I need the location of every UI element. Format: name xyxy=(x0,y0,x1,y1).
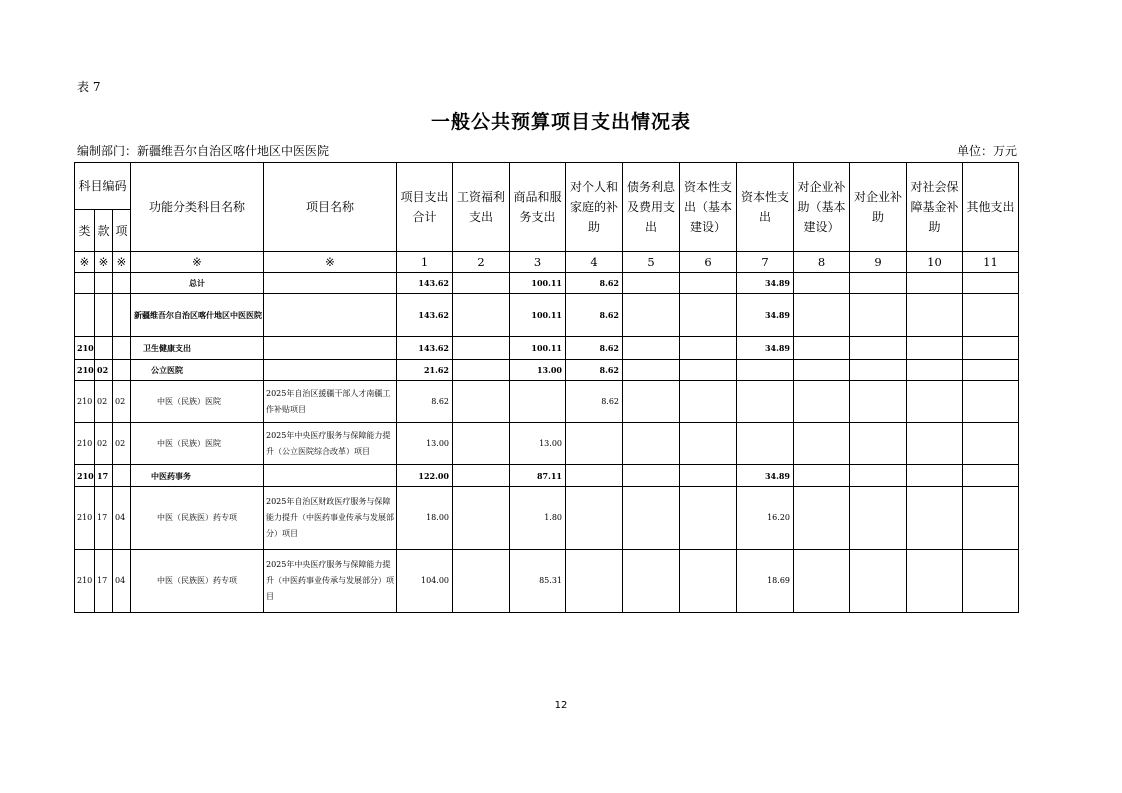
cell-c9 xyxy=(850,487,907,550)
cell-c10 xyxy=(907,487,963,550)
index-cell: 5 xyxy=(623,252,680,273)
header-col4: 对个人和家庭的补助 xyxy=(566,163,623,252)
cell-lei: 210 xyxy=(75,550,95,613)
cell-xiang xyxy=(113,294,131,337)
cell-kuan: 17 xyxy=(95,465,113,487)
cell-c10 xyxy=(907,423,963,465)
cell-c6 xyxy=(680,360,737,381)
index-cell: 8 xyxy=(794,252,850,273)
cell-func-name: 中医（民族）医院 xyxy=(131,423,264,465)
cell-c7 xyxy=(737,423,794,465)
table-label: 表 7 xyxy=(77,80,101,94)
cell-kuan: 02 xyxy=(95,423,113,465)
cell-project-name: 2025年中央医疗服务与保障能力提升（公立医院综合改革）项目 xyxy=(264,423,397,465)
cell-c3: 87.11 xyxy=(510,465,566,487)
cell-c9 xyxy=(850,273,907,294)
cell-c7: 34.89 xyxy=(737,273,794,294)
index-cell: ※ xyxy=(131,252,264,273)
table-row xyxy=(75,360,1019,381)
cell-func-name: 总计 xyxy=(131,273,264,294)
header-project-name: 项目名称 xyxy=(264,163,397,252)
cell-c10 xyxy=(907,550,963,613)
cell-c2 xyxy=(453,273,510,294)
index-cell: 11 xyxy=(963,252,1019,273)
header-kuan: 款 xyxy=(95,210,113,252)
cell-c6 xyxy=(680,550,737,613)
cell-c8 xyxy=(794,337,850,360)
cell-c9 xyxy=(850,423,907,465)
cell-c9 xyxy=(850,337,907,360)
cell-lei xyxy=(75,294,95,337)
cell-func-name: 公立医院 xyxy=(131,360,264,381)
cell-c2 xyxy=(453,550,510,613)
cell-c4: 8.62 xyxy=(566,294,623,337)
cell-c9 xyxy=(850,294,907,337)
cell-kuan: 17 xyxy=(95,550,113,613)
cell-kuan xyxy=(95,294,113,337)
cell-c2 xyxy=(453,423,510,465)
cell-c6 xyxy=(680,273,737,294)
cell-c1: 18.00 xyxy=(397,487,453,550)
cell-c7: 16.20 xyxy=(737,487,794,550)
table-row xyxy=(75,487,1019,550)
cell-c3: 100.11 xyxy=(510,294,566,337)
cell-c8 xyxy=(794,550,850,613)
index-cell: 10 xyxy=(907,252,963,273)
cell-kuan: 02 xyxy=(95,381,113,423)
cell-xiang: 04 xyxy=(113,487,131,550)
cell-c4 xyxy=(566,550,623,613)
cell-c11 xyxy=(963,337,1019,360)
cell-c3: 100.11 xyxy=(510,337,566,360)
cell-kuan xyxy=(95,337,113,360)
index-cell: 4 xyxy=(566,252,623,273)
header-col10: 对社会保障基金补助 xyxy=(907,163,963,252)
index-cell: 7 xyxy=(737,252,794,273)
cell-c7: 18.69 xyxy=(737,550,794,613)
cell-c5 xyxy=(623,423,680,465)
cell-c8 xyxy=(794,381,850,423)
index-cell: ※ xyxy=(95,252,113,273)
cell-c2 xyxy=(453,337,510,360)
cell-c1: 143.62 xyxy=(397,273,453,294)
cell-c4 xyxy=(566,487,623,550)
cell-c2 xyxy=(453,465,510,487)
cell-xiang: 02 xyxy=(113,381,131,423)
cell-xiang xyxy=(113,337,131,360)
cell-func-name: 中医（民族医）药专项 xyxy=(131,550,264,613)
cell-c8 xyxy=(794,273,850,294)
cell-c10 xyxy=(907,294,963,337)
cell-func-name: 新疆维吾尔自治区喀什地区中医医院 xyxy=(131,294,264,337)
cell-c1: 143.62 xyxy=(397,337,453,360)
header-lei: 类 xyxy=(75,210,95,252)
cell-kuan: 17 xyxy=(95,487,113,550)
cell-project-name xyxy=(264,273,397,294)
cell-project-name xyxy=(264,465,397,487)
cell-c1: 143.62 xyxy=(397,294,453,337)
header-col5: 债务利息及费用支出 xyxy=(623,163,680,252)
cell-project-name: 2025年中央医疗服务与保障能力提升（中医药事业传承与发展部分）项目 xyxy=(264,550,397,613)
index-cell: 1 xyxy=(397,252,453,273)
cell-c3: 13.00 xyxy=(510,423,566,465)
cell-c7 xyxy=(737,360,794,381)
index-cell: 6 xyxy=(680,252,737,273)
cell-c8 xyxy=(794,294,850,337)
cell-c6 xyxy=(680,465,737,487)
header-col2: 工资福利支出 xyxy=(453,163,510,252)
cell-lei: 210 xyxy=(75,465,95,487)
header-col8: 对企业补助（基本建设） xyxy=(794,163,850,252)
header-row-1 xyxy=(75,163,1019,210)
cell-c11 xyxy=(963,360,1019,381)
table-row xyxy=(75,465,1019,487)
cell-c10 xyxy=(907,465,963,487)
cell-c3: 100.11 xyxy=(510,273,566,294)
table-row xyxy=(75,550,1019,613)
cell-c6 xyxy=(680,294,737,337)
table-row xyxy=(75,273,1019,294)
cell-lei: 210 xyxy=(75,423,95,465)
index-cell: ※ xyxy=(113,252,131,273)
cell-project-name: 2025年自治区财政医疗服务与保障能力提升（中医药事业传承与发展部分）项目 xyxy=(264,487,397,550)
cell-c8 xyxy=(794,465,850,487)
cell-c6 xyxy=(680,337,737,360)
cell-xiang xyxy=(113,273,131,294)
cell-c11 xyxy=(963,487,1019,550)
cell-c8 xyxy=(794,423,850,465)
cell-lei: 210 xyxy=(75,487,95,550)
cell-c10 xyxy=(907,381,963,423)
cell-c3 xyxy=(510,381,566,423)
cell-c3: 1.80 xyxy=(510,487,566,550)
cell-c5 xyxy=(623,550,680,613)
cell-func-name: 中医药事务 xyxy=(131,465,264,487)
cell-c3: 85.31 xyxy=(510,550,566,613)
cell-kuan: 02 xyxy=(95,360,113,381)
cell-func-name: 中医（民族）医院 xyxy=(131,381,264,423)
cell-c7: 34.89 xyxy=(737,465,794,487)
header-col7: 资本性支出 xyxy=(737,163,794,252)
cell-c1: 104.00 xyxy=(397,550,453,613)
cell-lei: 210 xyxy=(75,337,95,360)
cell-c8 xyxy=(794,487,850,550)
index-cell: ※ xyxy=(75,252,95,273)
cell-c10 xyxy=(907,273,963,294)
cell-c5 xyxy=(623,273,680,294)
cell-c9 xyxy=(850,550,907,613)
cell-c7: 34.89 xyxy=(737,337,794,360)
index-cell: 2 xyxy=(453,252,510,273)
cell-xiang xyxy=(113,360,131,381)
cell-kuan xyxy=(95,273,113,294)
cell-c10 xyxy=(907,337,963,360)
cell-c5 xyxy=(623,381,680,423)
header-col6: 资本性支出（基本建设） xyxy=(680,163,737,252)
cell-c4: 8.62 xyxy=(566,381,623,423)
header-col3: 商品和服务支出 xyxy=(510,163,566,252)
page-number: 12 xyxy=(554,700,568,711)
header-col11: 其他支出 xyxy=(963,163,1019,252)
cell-c4: 8.62 xyxy=(566,337,623,360)
cell-func-name: 中医（民族医）药专项 xyxy=(131,487,264,550)
department-label: 编制部门：新疆维吾尔自治区喀什地区中医医院 xyxy=(77,144,330,158)
cell-c9 xyxy=(850,465,907,487)
cell-c6 xyxy=(680,381,737,423)
cell-func-name: 卫生健康支出 xyxy=(131,337,264,360)
cell-c10 xyxy=(907,360,963,381)
header-code-group: 科目编码 xyxy=(75,163,131,210)
budget-table xyxy=(74,162,1019,613)
cell-xiang: 04 xyxy=(113,550,131,613)
index-cell: 9 xyxy=(850,252,907,273)
table-row xyxy=(75,294,1019,337)
cell-c2 xyxy=(453,294,510,337)
cell-c11 xyxy=(963,381,1019,423)
cell-c7 xyxy=(737,381,794,423)
cell-xiang xyxy=(113,465,131,487)
cell-c3: 13.00 xyxy=(510,360,566,381)
cell-c5 xyxy=(623,360,680,381)
cell-c5 xyxy=(623,487,680,550)
cell-c9 xyxy=(850,381,907,423)
cell-c11 xyxy=(963,465,1019,487)
cell-lei: 210 xyxy=(75,381,95,423)
index-cell: ※ xyxy=(264,252,397,273)
cell-lei xyxy=(75,273,95,294)
cell-c11 xyxy=(963,273,1019,294)
header-xiang: 项 xyxy=(113,210,131,252)
cell-c9 xyxy=(850,360,907,381)
page-title: 一般公共预算项目支出情况表 xyxy=(430,111,691,133)
header-col1: 项目支出合计 xyxy=(397,163,453,252)
cell-project-name: 2025年自治区援疆干部人才南疆工作补贴项目 xyxy=(264,381,397,423)
table-row xyxy=(75,381,1019,423)
cell-c11 xyxy=(963,294,1019,337)
cell-c5 xyxy=(623,294,680,337)
cell-c1: 13.00 xyxy=(397,423,453,465)
cell-c2 xyxy=(453,487,510,550)
cell-c6 xyxy=(680,487,737,550)
cell-c11 xyxy=(963,423,1019,465)
cell-c5 xyxy=(623,465,680,487)
cell-c2 xyxy=(453,381,510,423)
header-func-name: 功能分类科目名称 xyxy=(131,163,264,252)
cell-c4: 8.62 xyxy=(566,360,623,381)
table-row xyxy=(75,337,1019,360)
table-row xyxy=(75,423,1019,465)
cell-c4: 8.62 xyxy=(566,273,623,294)
cell-lei: 210 xyxy=(75,360,95,381)
header-col9: 对企业补助 xyxy=(850,163,907,252)
cell-c8 xyxy=(794,360,850,381)
index-row xyxy=(75,252,1019,273)
unit-label: 单位：万元 xyxy=(957,144,1018,158)
cell-c6 xyxy=(680,423,737,465)
cell-project-name xyxy=(264,294,397,337)
cell-project-name xyxy=(264,360,397,381)
cell-c1: 122.00 xyxy=(397,465,453,487)
cell-c1: 21.62 xyxy=(397,360,453,381)
index-cell: 3 xyxy=(510,252,566,273)
cell-c4 xyxy=(566,423,623,465)
cell-c2 xyxy=(453,360,510,381)
cell-project-name xyxy=(264,337,397,360)
cell-c7: 34.89 xyxy=(737,294,794,337)
cell-c11 xyxy=(963,550,1019,613)
cell-c5 xyxy=(623,337,680,360)
cell-xiang: 02 xyxy=(113,423,131,465)
cell-c4 xyxy=(566,465,623,487)
cell-c1: 8.62 xyxy=(397,381,453,423)
